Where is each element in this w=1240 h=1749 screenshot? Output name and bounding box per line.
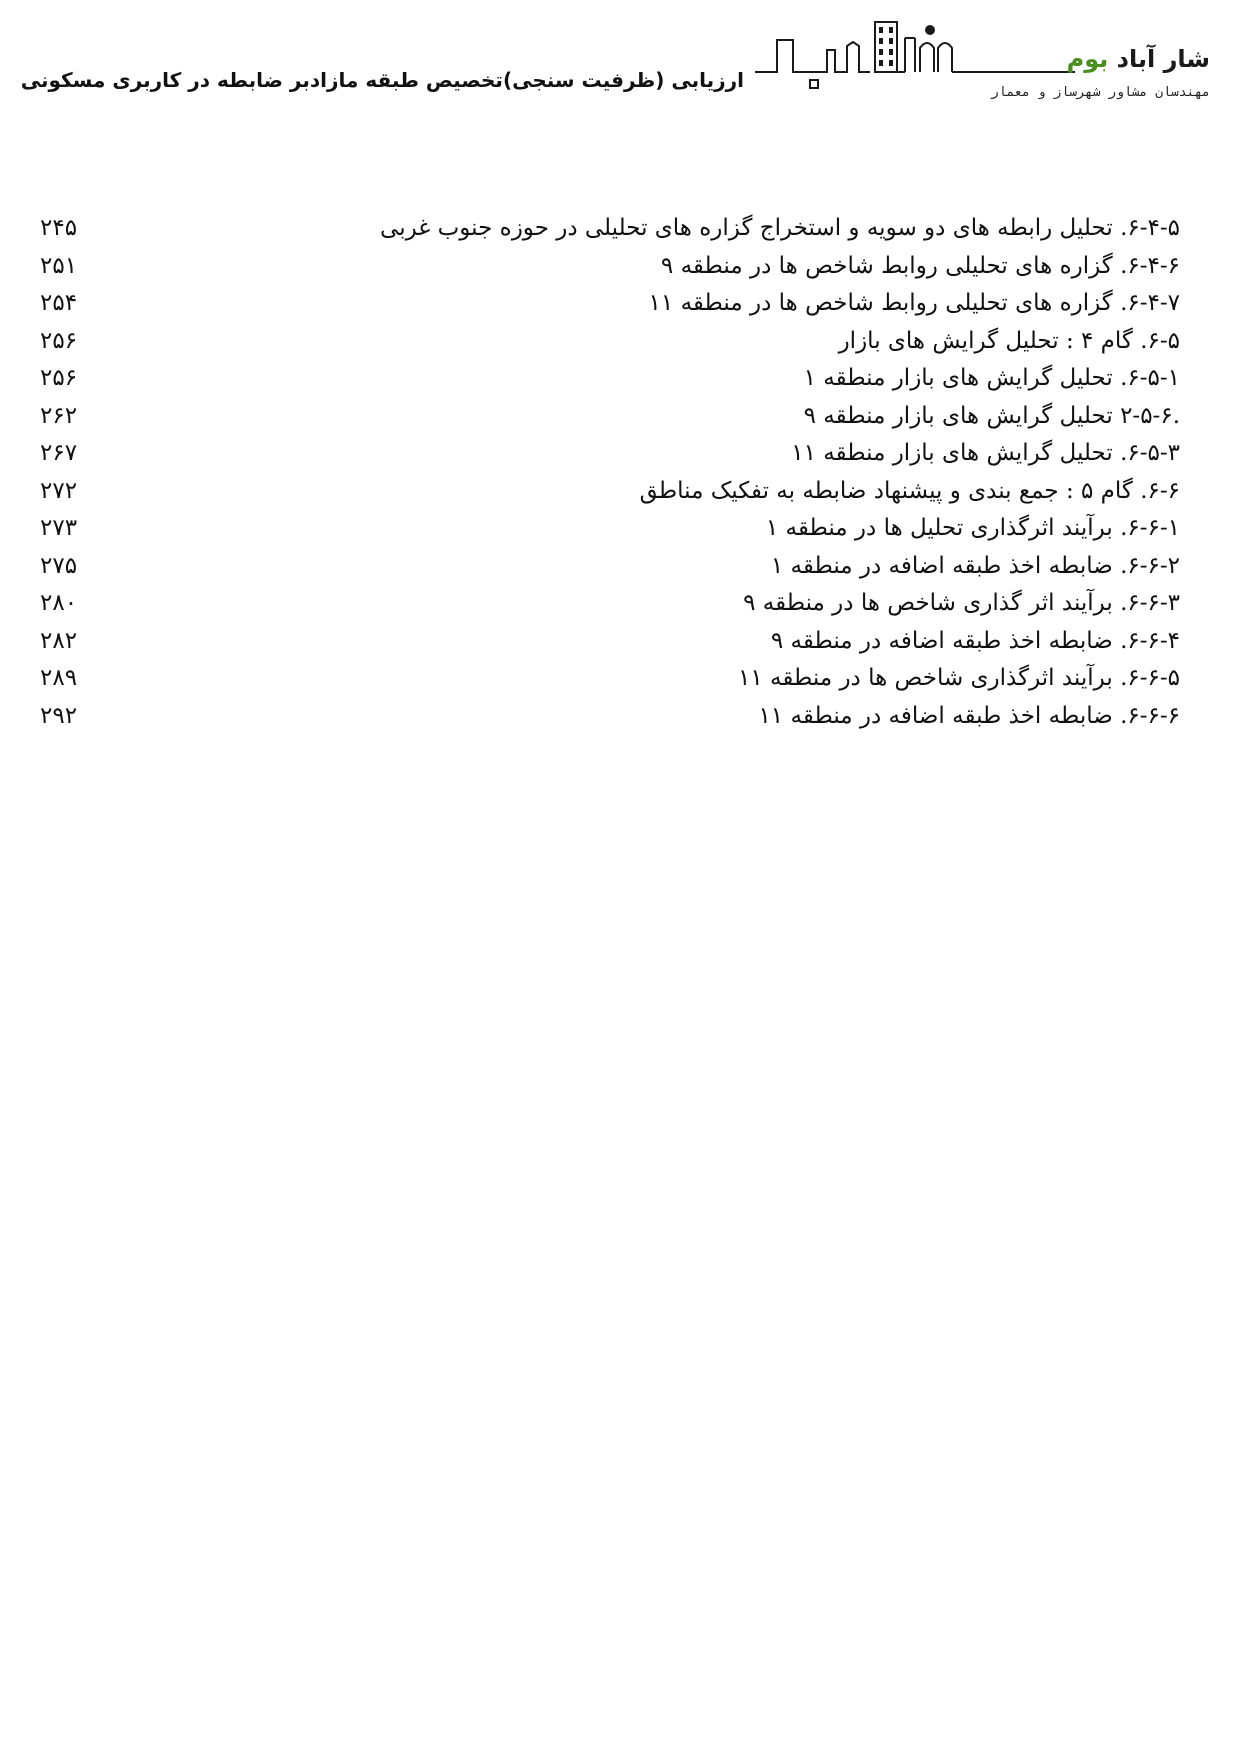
toc-entry[interactable] (40, 362, 1180, 400)
toc-entry[interactable] (40, 550, 1180, 588)
toc-entry-title: ۶-۵. گام ۴ : تحلیل گرایش های بازار (838, 327, 1180, 354)
toc-entry[interactable] (40, 625, 1180, 663)
toc-entry[interactable] (40, 400, 1180, 438)
brand-tagline: مهندسان مشاور شهرساز و معمار (990, 85, 1210, 100)
toc-entry[interactable] (40, 700, 1180, 738)
toc-entry-page-number: ۲۵۶ (40, 365, 78, 391)
toc-entry[interactable] (40, 475, 1180, 513)
toc-entry[interactable] (40, 250, 1180, 288)
toc-entry-title: ۶-۶-۶. ضابطه اخذ طبقه اضافه در منطقه ۱۱ (758, 702, 1180, 729)
toc-entry-page-number: ۲۶۲ (40, 402, 78, 429)
toc-entry-page-number: ۲۷۵ (40, 552, 78, 579)
toc-entry[interactable] (40, 212, 1180, 250)
toc-entry-page-number: ۲۸۹ (40, 665, 78, 691)
page-header (0, 0, 1240, 120)
toc-entry-title: .۲-۵-۶ تحلیل گرایش های بازار منطقه ۹ (803, 402, 1180, 429)
toc-entry-title: ۶-۶-۳. برآیند اثر گذاری شاخص ها در منطقه ۹ (743, 590, 1180, 616)
brand-name-part-2: بوم (1066, 45, 1109, 73)
toc-entry-title: ۶-۵-۱. تحلیل گرایش های بازار منطقه ۱ (803, 365, 1180, 391)
toc-entry[interactable] (40, 512, 1180, 550)
table-of-contents (40, 212, 1180, 737)
brand-name-part-1: شار آباد (1116, 45, 1210, 73)
document-title: ارزیابی (ظرفیت سنجی)تخصیص طبقه مازادبر ضابطه در کاربری مسکونی (20, 68, 744, 92)
toc-entry-page-number: ۲۵۶ (40, 327, 78, 354)
toc-entry[interactable] (40, 325, 1180, 363)
toc-entry-title: ۶-۶-۵. برآیند اثرگذاری شاخص ها در منطقه ۱۱ (738, 665, 1180, 691)
toc-entry-page-number: ۲۷۲ (40, 477, 78, 504)
toc-entry-page-number: ۲۵۴ (40, 290, 78, 316)
toc-entry-title: ۶-۶. گام ۵ : جمع بندی و پیشنهاد ضابطه به تفکیک مناطق (639, 477, 1180, 504)
toc-entry[interactable] (40, 662, 1180, 700)
toc-entry-page-number: ۲۹۲ (40, 702, 78, 729)
brand-name (1066, 44, 1210, 74)
toc-entry-title: ۶-۴-۵. تحلیل رابطه های دو سویه و استخراج گزاره های تحلیلی در حوزه جنوب غربی (380, 215, 1180, 241)
toc-entry-page-number: ۲۸۲ (40, 627, 78, 654)
toc-entry-title: ۶-۶-۲. ضابطه اخذ طبقه اضافه در منطقه ۱ (770, 552, 1180, 579)
toc-entry-page-number: ۲۴۵ (40, 215, 78, 241)
toc-entry-page-number: ۲۸۰ (40, 590, 78, 616)
toc-entry[interactable] (40, 587, 1180, 625)
toc-entry-page-number: ۲۵۱ (40, 252, 78, 279)
toc-entry-title: ۶-۴-۷. گزاره های تحلیلی روابط شاخص ها در منطقه ۱۱ (648, 290, 1180, 316)
toc-entry-title: ۶-۶-۴. ضابطه اخذ طبقه اضافه در منطقه ۹ (770, 627, 1180, 654)
toc-entry-title: ۶-۶-۱. برآیند اثرگذاری تحلیل ها در منطقه ۱ (765, 515, 1180, 541)
toc-entry-title: ۶-۴-۶. گزاره های تحلیلی روابط شاخص ها در منطقه ۹ (660, 252, 1180, 279)
toc-entry-title: ۶-۵-۳. تحلیل گرایش های بازار منطقه ۱۱ (791, 440, 1180, 466)
toc-entry[interactable] (40, 437, 1180, 475)
toc-entry-page-number: ۲۶۷ (40, 440, 78, 466)
toc-entry[interactable] (40, 287, 1180, 325)
toc-entry-page-number: ۲۷۳ (40, 515, 78, 541)
